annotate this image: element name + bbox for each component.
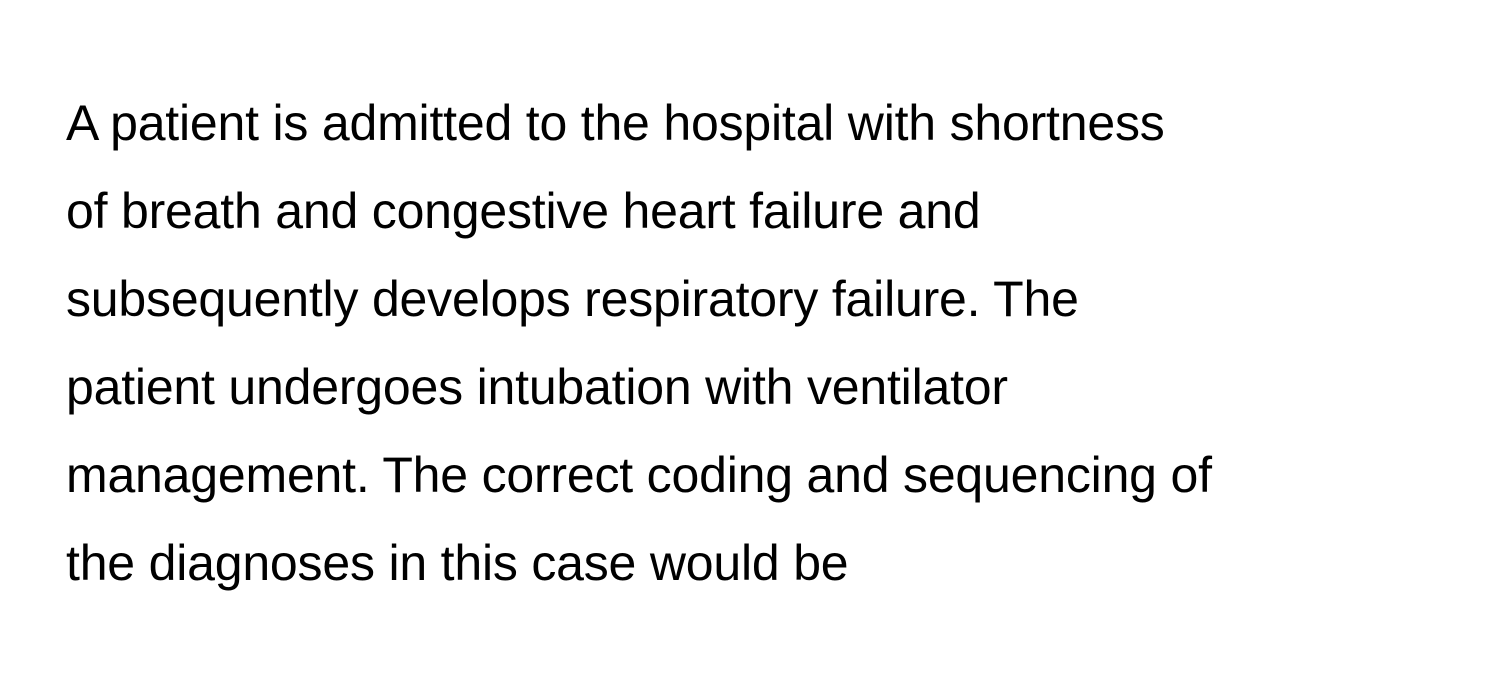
question-line: patient undergoes intubation with ventilator: [66, 359, 1008, 415]
question-line: A patient is admitted to the hospital with shortness: [66, 95, 1165, 151]
question-line: of breath and congestive heart failure and: [66, 183, 981, 239]
question-line: the diagnoses in this case would be: [66, 535, 849, 591]
question-line: subsequently develops respiratory failure. The: [66, 271, 1079, 327]
question-line: management. The correct coding and sequencing of: [66, 447, 1212, 503]
question-text: [66, 79, 1466, 607]
